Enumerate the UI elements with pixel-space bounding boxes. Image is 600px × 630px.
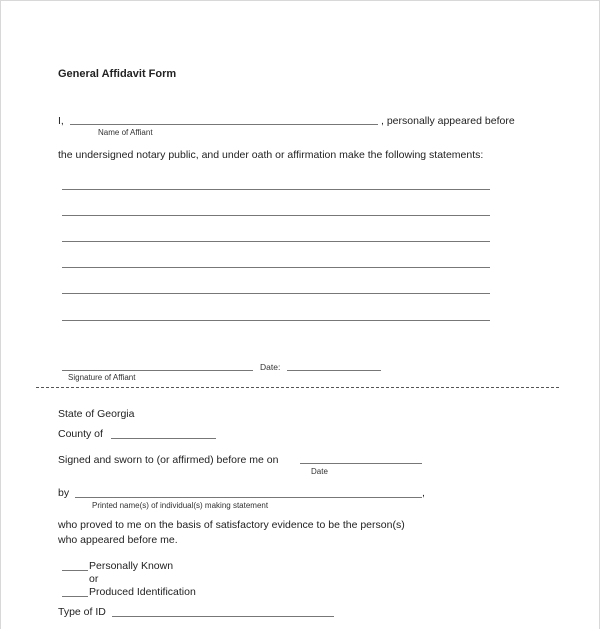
proved-text-line2: who appeared before me.: [58, 534, 178, 546]
section-divider: [36, 387, 559, 388]
signature-field[interactable]: [62, 370, 253, 371]
signed-sworn-label: Signed and sworn to (or affirmed) before me on: [58, 454, 279, 466]
form-title: General Affidavit Form: [58, 68, 177, 80]
county-field[interactable]: [111, 438, 216, 439]
statement-line[interactable]: [62, 241, 490, 242]
or-label: or: [89, 573, 99, 585]
statement-line[interactable]: [62, 189, 490, 190]
statement-line[interactable]: [62, 320, 490, 321]
intro-suffix: , personally appeared before: [381, 115, 515, 127]
printed-names-caption: Printed name(s) of individual(s) making statement: [92, 501, 269, 510]
personally-known-field[interactable]: [62, 570, 88, 571]
statement-line[interactable]: [62, 293, 490, 294]
printed-names-comma: ,: [422, 487, 425, 499]
personally-known-label: Personally Known: [89, 560, 174, 572]
statement-line[interactable]: [62, 267, 490, 268]
date-caption: Date: [311, 467, 328, 476]
produced-identification-label: Produced Identification: [89, 586, 196, 598]
by-label: by: [58, 487, 70, 499]
printed-names-field[interactable]: [75, 497, 422, 498]
affiant-name-field[interactable]: [70, 124, 378, 125]
proved-text-line1: who proved to me on the basis of satisfactory evidence to be the person(s): [58, 519, 405, 531]
date-label: Date:: [260, 362, 281, 372]
type-of-id-label: Type of ID: [58, 606, 106, 618]
sworn-date-field[interactable]: [300, 463, 422, 464]
statement-line[interactable]: [62, 215, 490, 216]
type-of-id-field[interactable]: [112, 616, 334, 617]
produced-identification-field[interactable]: [62, 596, 88, 597]
state-label: State of Georgia: [58, 408, 135, 420]
signature-caption: Signature of Affiant: [68, 373, 136, 382]
intro-prefix: I,: [58, 115, 64, 127]
affiant-name-caption: Name of Affiant: [98, 128, 153, 137]
county-label: County of: [58, 428, 103, 440]
affiant-date-field[interactable]: [287, 370, 381, 371]
statement-intro: the undersigned notary public, and under oath or affirmation make the following statements:: [58, 149, 484, 161]
